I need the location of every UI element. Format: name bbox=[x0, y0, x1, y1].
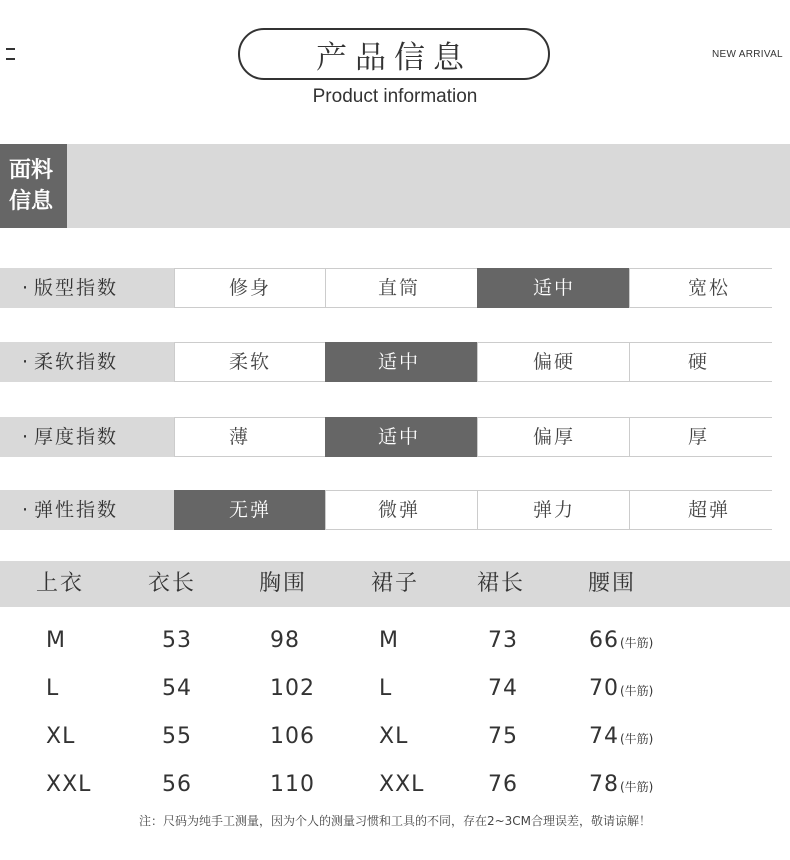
waist-note: (牛筋) bbox=[620, 732, 654, 746]
cell-length: 55 bbox=[162, 724, 192, 749]
index-option-selected: 无弹 bbox=[174, 490, 325, 530]
cell-waist bbox=[589, 724, 653, 749]
cell-length: 56 bbox=[162, 772, 192, 797]
index-option-selected: 适中 bbox=[325, 417, 477, 457]
index-label-text: 柔软指数 bbox=[34, 351, 119, 373]
bullet-icon: · bbox=[22, 499, 31, 521]
index-label bbox=[0, 490, 174, 530]
index-label-text: 弹性指数 bbox=[34, 499, 119, 521]
index-option: 宽松 bbox=[629, 268, 772, 308]
header-skirt: 裙子 bbox=[371, 571, 420, 596]
cell-top-size: L bbox=[46, 676, 60, 701]
cell-chest: 110 bbox=[270, 772, 315, 797]
waist-value: 74 bbox=[589, 724, 619, 749]
header-top: 上衣 bbox=[36, 571, 85, 596]
index-option-selected: 适中 bbox=[477, 268, 629, 308]
cell-waist bbox=[589, 628, 653, 653]
cell-skirt-length: 74 bbox=[488, 676, 518, 701]
cell-length: 54 bbox=[162, 676, 192, 701]
index-row bbox=[0, 417, 772, 457]
waist-value: 70 bbox=[589, 676, 619, 701]
cell-waist bbox=[589, 676, 653, 701]
fabric-info-tab bbox=[0, 144, 67, 228]
cell-skirt-size: XXL bbox=[379, 772, 425, 797]
new-arrival-tag: NEW ARRIVAL bbox=[712, 49, 783, 60]
index-option: 厚 bbox=[629, 417, 772, 457]
waist-note: (牛筋) bbox=[620, 684, 654, 698]
cell-top-size: XXL bbox=[46, 772, 92, 797]
menu-icon[interactable] bbox=[6, 46, 16, 62]
size-table-header bbox=[0, 561, 790, 607]
index-label bbox=[0, 342, 174, 382]
fabric-info-band bbox=[0, 144, 790, 228]
waist-value: 78 bbox=[589, 772, 619, 797]
index-label-text: 厚度指数 bbox=[34, 426, 119, 448]
footer-note: 注：尺码为纯手工测量，因为个人的测量习惯和工具的不同，存在2~3CM合理误差，敬请谅解！ bbox=[138, 814, 652, 828]
index-option: 弹力 bbox=[477, 490, 629, 530]
cell-waist bbox=[589, 772, 653, 797]
fabric-tab-line1: 面料 bbox=[9, 158, 54, 183]
cell-chest: 106 bbox=[270, 724, 315, 749]
fabric-tab-line2: 信息 bbox=[9, 189, 54, 214]
cell-chest: 98 bbox=[270, 628, 300, 653]
index-label bbox=[0, 268, 174, 308]
index-row bbox=[0, 490, 772, 530]
index-option: 修身 bbox=[174, 268, 325, 308]
page-subtitle: Product information bbox=[312, 86, 478, 107]
cell-chest: 102 bbox=[270, 676, 315, 701]
page-title: 产品信息 bbox=[238, 28, 550, 80]
bullet-icon: · bbox=[22, 351, 31, 373]
cell-skirt-length: 76 bbox=[488, 772, 518, 797]
cell-skirt-size: M bbox=[379, 628, 399, 653]
bullet-icon: · bbox=[22, 277, 31, 299]
index-option: 偏厚 bbox=[477, 417, 629, 457]
bullet-icon: · bbox=[22, 426, 31, 448]
index-option: 直筒 bbox=[325, 268, 477, 308]
header-length: 衣长 bbox=[148, 571, 197, 596]
index-option: 硬 bbox=[629, 342, 772, 382]
header-chest: 胸围 bbox=[259, 571, 308, 596]
cell-top-size: XL bbox=[46, 724, 76, 749]
cell-length: 53 bbox=[162, 628, 192, 653]
index-option: 偏硬 bbox=[477, 342, 629, 382]
header-skirt-length: 裙长 bbox=[477, 571, 526, 596]
waist-note: (牛筋) bbox=[620, 780, 654, 794]
cell-top-size: M bbox=[46, 628, 66, 653]
index-option: 微弹 bbox=[325, 490, 477, 530]
index-option-selected: 适中 bbox=[325, 342, 477, 382]
waist-note: (牛筋) bbox=[620, 636, 654, 650]
index-option: 柔软 bbox=[174, 342, 325, 382]
index-option: 超弹 bbox=[629, 490, 772, 530]
cell-skirt-size: L bbox=[379, 676, 393, 701]
cell-skirt-length: 75 bbox=[488, 724, 518, 749]
index-row bbox=[0, 268, 772, 308]
index-option: 薄 bbox=[174, 417, 325, 457]
index-row bbox=[0, 342, 772, 382]
cell-skirt-length: 73 bbox=[488, 628, 518, 653]
header-waist: 腰围 bbox=[588, 571, 637, 596]
cell-skirt-size: XL bbox=[379, 724, 409, 749]
waist-value: 66 bbox=[589, 628, 619, 653]
index-label-text: 版型指数 bbox=[34, 277, 119, 299]
index-label bbox=[0, 417, 174, 457]
